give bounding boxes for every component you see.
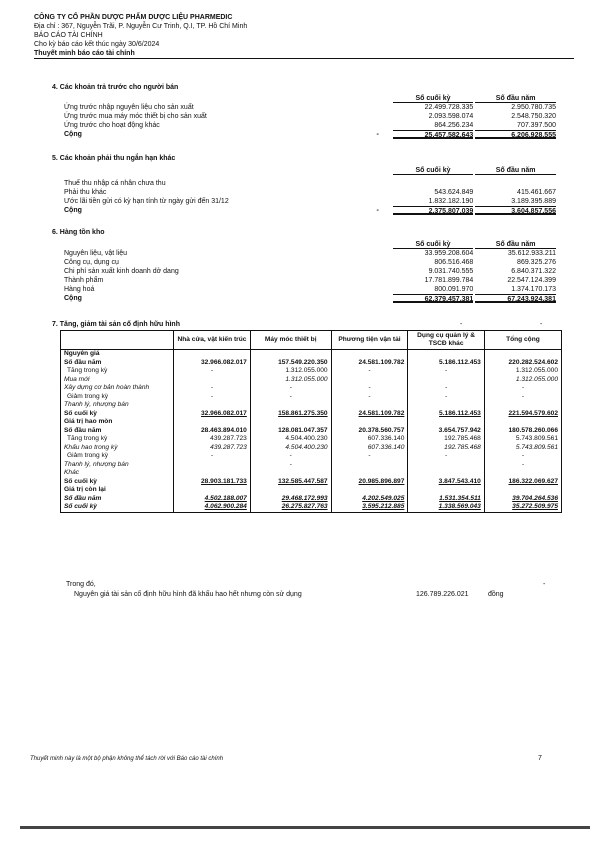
table-row: Phải thu khác 543.624.849 415.461.667 — [64, 189, 556, 196]
cell-value — [250, 469, 331, 478]
cell-value: 24.581.109.782 — [331, 410, 408, 419]
cell-value: 24.581.109.782 — [331, 359, 408, 368]
cell-value: - — [484, 461, 561, 470]
cell-value: 3.595.212.885 — [331, 503, 408, 512]
report-subtitle: Thuyết minh báo cáo tài chính — [34, 49, 574, 59]
table-row — [61, 444, 562, 453]
table-row: Ứng trước nhập nguyên liệu cho sản xuất 22.499.728.335 2.950.780.735 — [64, 104, 556, 111]
total-row: Cộng - 2.375.807.039 3.604.857.556 — [64, 207, 556, 215]
cell-value — [174, 461, 251, 470]
cell-value: 39.704.264.536 — [484, 495, 561, 504]
table-row: Nguyên liệu, vật liệu 33.959.208.604 35.612.933.211 — [64, 250, 556, 257]
cell-value: - — [174, 367, 251, 376]
table-row — [61, 384, 562, 393]
note-dash: - — [543, 581, 546, 588]
cell-value — [484, 486, 561, 495]
row-label: Số đầu năm — [61, 359, 174, 368]
cell-value: - — [484, 384, 561, 393]
report-period: Cho kỳ báo cáo kết thúc ngày 30/6/2024 — [34, 41, 160, 48]
cell-value: 4.504.400.230 — [250, 435, 331, 444]
row-label: Thanh lý, nhượng bán — [61, 461, 174, 470]
section-5-title: 5. Các khoản phải thu ngắn hạn khác — [52, 155, 176, 162]
row-label: Giá trị còn lại — [61, 486, 174, 495]
table-row: Hàng hoá 800.091.970 1.374.170.173 — [64, 286, 556, 293]
table-row: Công cụ, dụng cụ 806.516.468 869.325.276 — [64, 259, 556, 266]
table-row — [61, 393, 562, 402]
cell-value: 1.312.055.000 — [484, 376, 561, 385]
asset-table-header — [61, 331, 562, 350]
cell-value — [484, 401, 561, 410]
table-row: Thành phẩm 17.781.899.784 22.547.124.399 — [64, 277, 556, 284]
table-row — [61, 478, 562, 487]
cell-value: 1.531.354.511 — [408, 495, 484, 504]
cell-value — [174, 350, 251, 359]
section-6-title: 6. Hàng tồn kho — [52, 229, 105, 236]
asset-col-buildings: Nhà cửa, vật kiến trúc — [174, 331, 251, 350]
cell-value: 5.186.112.453 — [408, 410, 484, 419]
cell-value: - — [484, 452, 561, 461]
cell-value: 3.654.757.942 — [408, 427, 484, 436]
section-7-title: 7. Tăng, giảm tài sản cố định hữu hình — [52, 321, 180, 328]
fixed-asset-table — [60, 330, 562, 513]
cell-value: - — [250, 461, 331, 470]
section-4-title: 4. Các khoản trả trước cho người bán — [52, 84, 179, 91]
cell-value: 28.463.894.010 — [174, 427, 251, 436]
cell-value: 132.585.447.587 — [250, 478, 331, 487]
cell-value — [174, 401, 251, 410]
table-row: Ứng trước mua máy móc thiết bị cho sản xuất 2.093.598.074 2.548.750.320 — [64, 113, 556, 120]
cell-value: 35.272.509.975 — [484, 503, 561, 512]
cell-value: 1.312.055.000 — [484, 367, 561, 376]
cell-value: 20.985.896.897 — [331, 478, 408, 487]
note-unit: đồng — [488, 591, 504, 598]
cell-value: - — [174, 452, 251, 461]
cell-value — [331, 469, 408, 478]
cell-value: - — [250, 384, 331, 393]
cell-value: 221.594.579.602 — [484, 410, 561, 419]
table-header: Số cuối kỳ Số đầu năm — [64, 166, 556, 175]
report-name: BÁO CÁO TÀI CHÍNH — [34, 32, 103, 39]
cell-value — [331, 401, 408, 410]
cell-value: 192.785.468 — [408, 435, 484, 444]
cell-value: 1.312.055.000 — [250, 367, 331, 376]
note-intro: Trong đó, — [66, 581, 96, 588]
cell-value: 439.287.723 — [174, 435, 251, 444]
cell-value: 1.312.055.000 — [250, 376, 331, 385]
cell-value: 1.338.569.043 — [408, 503, 484, 512]
cell-value: - — [331, 393, 408, 402]
cell-value: - — [331, 384, 408, 393]
row-label: Thanh lý, nhượng bán — [61, 401, 174, 410]
cell-value: 4.062.900.284 — [174, 503, 251, 512]
cell-value — [331, 350, 408, 359]
cell-value: 32.966.082.017 — [174, 410, 251, 419]
asset-col-total: Tổng cộng — [484, 331, 561, 350]
table-row: Thuế thu nhập cá nhân chưa thu — [64, 180, 166, 187]
cell-value: 28.903.181.733 — [174, 478, 251, 487]
cell-value — [174, 486, 251, 495]
section-6-table — [64, 240, 556, 303]
row-label: Số cuối kỳ — [61, 503, 174, 512]
table-row: Ước lãi tiền gửi có kỳ hạn tính từ ngày gửi đến 31/12 1.832.182.190 3.189.395.889 — [64, 198, 556, 205]
table-row — [61, 376, 562, 385]
section-5-table — [64, 166, 556, 215]
cell-value — [331, 376, 408, 385]
table-row — [61, 367, 562, 376]
cell-value: 26.275.827.763 — [250, 503, 331, 512]
table-row — [61, 359, 562, 368]
cell-value: 128.081.047.357 — [250, 427, 331, 436]
footer-note: Thuyết minh này là một bộ phận không thể tách rời với Báo cáo tài chính — [30, 756, 224, 762]
cell-value: 20.378.560.757 — [331, 427, 408, 436]
cell-value: - — [484, 393, 561, 402]
asset-col-machinery: Máy móc thiết bị — [250, 331, 331, 350]
asset-col-tools: Dụng cụ quản lý & TSCĐ khác — [408, 331, 484, 350]
table-row: Chi phí sản xuất kinh doanh dở dang 9.031.740.555 6.840.371.322 — [64, 268, 556, 275]
cell-value: - — [331, 452, 408, 461]
cell-value: - — [408, 452, 484, 461]
cell-value — [408, 401, 484, 410]
row-label: Số đầu năm — [61, 427, 174, 436]
cell-value: 157.549.220.350 — [250, 359, 331, 368]
cell-value: - — [174, 393, 251, 402]
section-7-dash-1: - — [460, 321, 463, 328]
row-label: Số cuối kỳ — [61, 478, 174, 487]
row-label: Tăng trong kỳ — [61, 367, 174, 376]
cell-value: - — [174, 384, 251, 393]
note-value: 126.789.226.021 — [416, 591, 469, 598]
cell-value: - — [408, 384, 484, 393]
cell-value: 5.186.112.453 — [408, 359, 484, 368]
cell-value: - — [250, 452, 331, 461]
cell-value — [408, 418, 484, 427]
cell-value: 4.202.549.025 — [331, 495, 408, 504]
cell-value: 29.468.172.993 — [250, 495, 331, 504]
cell-value: - — [331, 367, 408, 376]
table-row — [61, 410, 562, 419]
cell-value — [174, 469, 251, 478]
cell-value — [408, 469, 484, 478]
row-label: Số cuối kỳ — [61, 410, 174, 419]
cell-value: 4.504.400.230 — [250, 444, 331, 453]
total-row: Cộng 62.379.457.381 67.243.924.381 — [64, 295, 556, 303]
company-address: Địa chỉ : 367, Nguyễn Trãi, P. Nguyễn Cư Trinh, Q.I, TP. Hồ Chí Minh — [34, 23, 248, 30]
cell-value — [331, 461, 408, 470]
cell-value: 4.502.188.007 — [174, 495, 251, 504]
cell-value — [174, 376, 251, 385]
cell-value — [408, 461, 484, 470]
table-header — [64, 94, 556, 103]
cell-value — [250, 418, 331, 427]
cell-value — [484, 418, 561, 427]
cell-value: - — [408, 367, 484, 376]
table-row — [61, 495, 562, 504]
table-row — [61, 350, 562, 359]
row-label: Mua mới — [61, 376, 174, 385]
table-row — [61, 452, 562, 461]
cell-value — [250, 401, 331, 410]
company-name: CÔNG TY CỔ PHẦN DƯỢC PHẨM DƯỢC LIỆU PHARMEDIC — [34, 14, 233, 21]
table-row — [61, 435, 562, 444]
cell-value: 32.966.082.017 — [174, 359, 251, 368]
cell-value: 3.847.543.410 — [408, 478, 484, 487]
total-row: Cộng - 25.457.582.643 6.206.928.555 — [64, 131, 556, 139]
table-row — [61, 418, 562, 427]
report-header — [34, 13, 574, 59]
cell-value: 439.287.723 — [174, 444, 251, 453]
row-label: Giảm trong kỳ — [61, 452, 174, 461]
table-row: Ứng trước cho hoạt động khác 864.256.234 707.397.500 — [64, 122, 556, 129]
table-row — [61, 401, 562, 410]
col-end-header: Số cuối kỳ — [393, 94, 474, 103]
row-label: Tăng trong kỳ — [61, 435, 174, 444]
table-row — [61, 503, 562, 512]
cell-value — [408, 350, 484, 359]
table-row — [61, 461, 562, 470]
page-number: 7 — [538, 755, 542, 762]
cell-value — [484, 350, 561, 359]
table-row — [61, 469, 562, 478]
table-header: Số cuối kỳ Số đầu năm — [64, 240, 556, 249]
cell-value: 220.282.524.602 — [484, 359, 561, 368]
cell-value — [408, 486, 484, 495]
cell-value: - — [408, 393, 484, 402]
row-label: Khác — [61, 469, 174, 478]
note-text: Nguyên giá tài sản cố định hữu hình đã khấu hao hết nhưng còn sử dụng — [74, 591, 302, 598]
cell-value: 5.743.809.561 — [484, 435, 561, 444]
row-label: Nguyên giá — [61, 350, 174, 359]
cell-value: - — [250, 393, 331, 402]
asset-col-vehicles: Phương tiện vận tải — [331, 331, 408, 350]
cell-value: 607.336.140 — [331, 444, 408, 453]
row-label: Giá trị hao mòn — [61, 418, 174, 427]
cell-value: 158.861.275.350 — [250, 410, 331, 419]
row-label: Giảm trong kỳ — [61, 393, 174, 402]
cell-value — [250, 486, 331, 495]
cell-value: 5.743.809.561 — [484, 444, 561, 453]
bottom-rule — [20, 826, 590, 829]
section-7-dash-2: - — [540, 321, 543, 328]
cell-value — [484, 469, 561, 478]
cell-value — [331, 486, 408, 495]
cell-value: 186.322.069.627 — [484, 478, 561, 487]
cell-value — [408, 376, 484, 385]
col-begin-header: Số đầu năm — [475, 94, 556, 103]
table-row — [61, 427, 562, 436]
cell-value: 180.578.260.066 — [484, 427, 561, 436]
cell-value: 607.336.140 — [331, 435, 408, 444]
row-label: Xây dựng cơ bản hoàn thành — [61, 384, 174, 393]
table-row — [61, 486, 562, 495]
cell-value — [331, 418, 408, 427]
cell-value — [174, 418, 251, 427]
row-label: Số đầu năm — [61, 495, 174, 504]
cell-value — [250, 350, 331, 359]
section-4-table — [64, 94, 556, 139]
cell-value: 192.785.468 — [408, 444, 484, 453]
asset-col-label — [61, 331, 174, 350]
row-label: Khấu hao trong kỳ — [61, 444, 174, 453]
